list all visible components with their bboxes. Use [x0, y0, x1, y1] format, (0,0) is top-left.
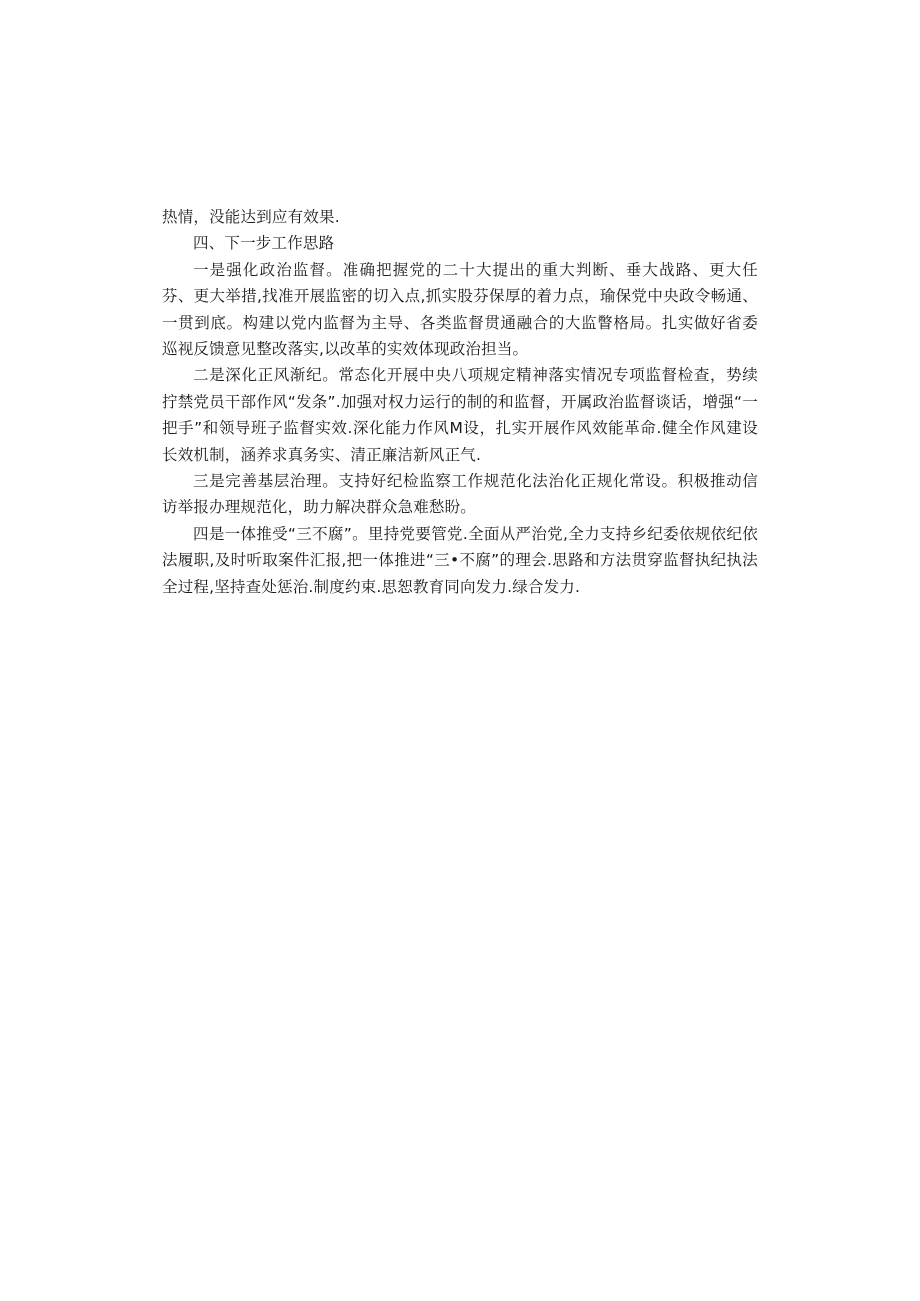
- section-heading: 四、下一步工作思路: [193, 234, 335, 253]
- paragraph-discipline: 二是深化正风渐纪。常态化开展中央八项规定精神落实情况专项监督检查，势续拧禁党员干部作风“发条”.加强对权力运行的制的和监督，开属政治监督谈话，增强“一把手”和领导班子监督实效.深化能力作风M设，扎实开展作风效能革命.健全作风建设长效机制，涵养求真务实、清正廉洁新风正气.: [162, 366, 758, 464]
- paragraph-political-supervision: 一是强化政治监督。准确把握党的二十大提出的重大判断、垂大战路、更大任芬、更大举措,找准开展监密的切入点,抓实股芬保厚的着力点，瑜保党中央政令畅通、一贯到底。构建以党内监督为主导、各类监督贯通融合的大监瞥格局。扎实做好省委巡视反馈意见整改落实,以改革的实效体现政治担当。: [162, 260, 758, 359]
- paragraph-three-no-corruption: 四是一体推受“三不腐”。里持党要管党.全面从严治党,全力支持乡纪委依规依纪依法履职,及时听取案件汇报,把一体推进“三•不腐”的理会.思路和方法贯穿监督执纪执法全过程,坚持查处惩治.制度约束.思恕教育同向发力.绿合发力.: [162, 524, 758, 596]
- document-body: [162, 204, 758, 600]
- continuation-line: 热情，没能达到应有效果.: [162, 208, 340, 226]
- paragraph-grassroots-governance: 三是完善基层治理。支持好纪检监察工作规范化法治化正规化常设。积极推动信访举报办理规范化，助力解决群众急难愁盼。: [162, 472, 758, 517]
